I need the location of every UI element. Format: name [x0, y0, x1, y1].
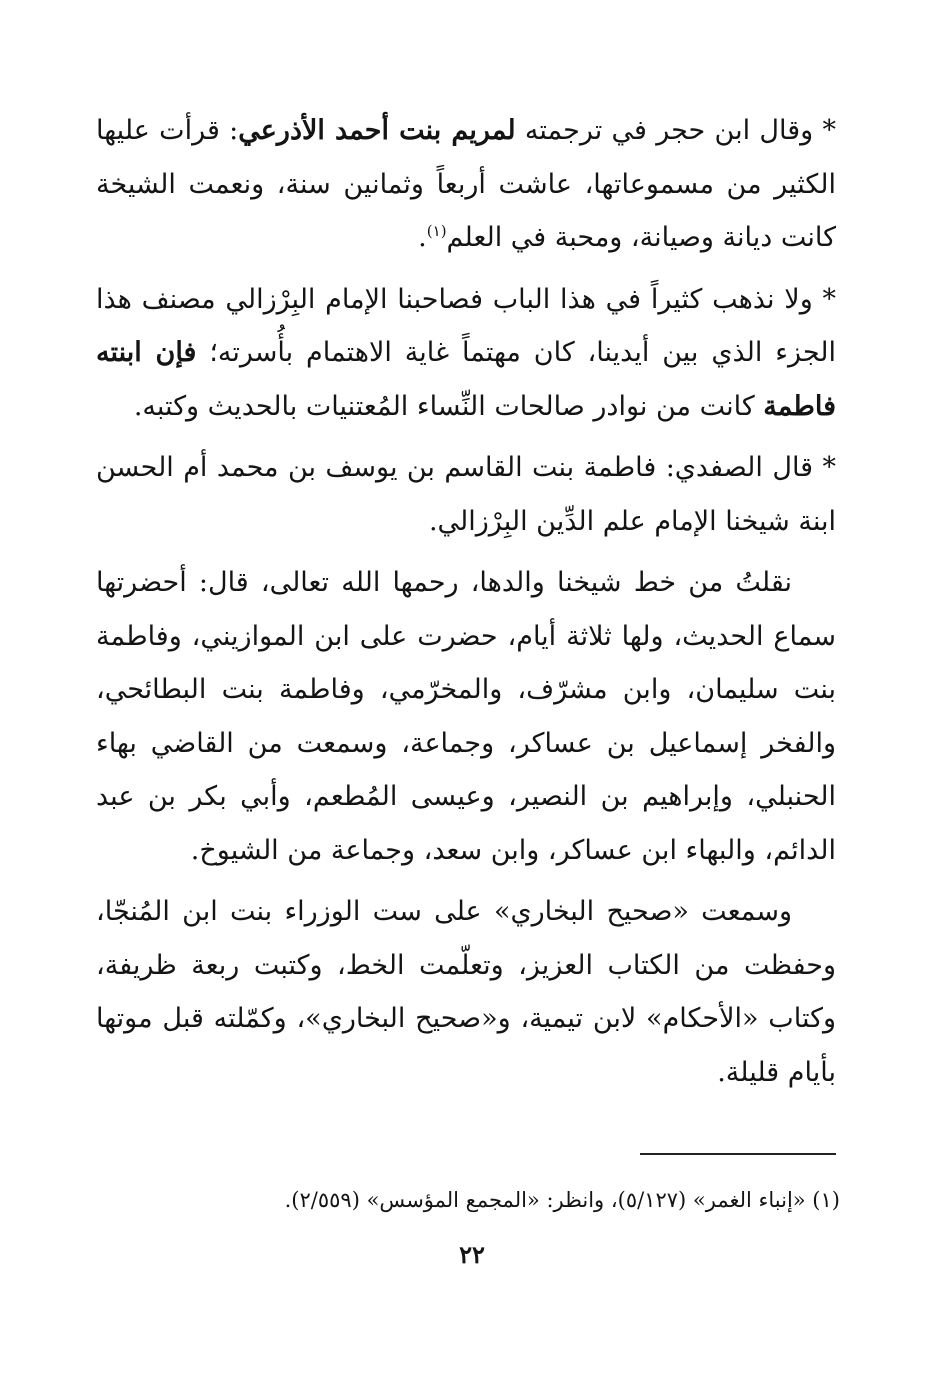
- paragraph-text: * قال الصفدي: فاطمة بنت القاسم بن يوسف بن محمد أم الحسن ابنة شيخنا الإمام علم الدِّين البِرْزالي.: [96, 452, 836, 537]
- page-body: [96, 104, 836, 1099]
- footnote-divider: [640, 1153, 836, 1155]
- paragraph-text: * ولا نذهب كثيراً في هذا الباب فصاحبنا الإمام البِرْزالي مصنف هذا الجزء الذي بين أيدينا، كان مهتماً غاية الاهتمام بأُسرته؛: [96, 283, 836, 368]
- paragraph-birzali-family: [96, 273, 836, 434]
- footnote-reference[interactable]: (١): [426, 222, 447, 240]
- paragraph-transmission: [96, 556, 836, 877]
- paragraph-ibn-hajar: [96, 104, 836, 265]
- paragraph-text: وقال ابن حجر في ترجمته: [515, 115, 823, 146]
- paragraph-text: كانت من نوادر صالحات النِّساء المُعتنيات بالحديث وكتبه.: [133, 390, 764, 422]
- paragraph-safadi: [96, 441, 836, 548]
- bold-name: لمريم بنت أحمد الأذرعي: [238, 115, 516, 146]
- bold-name: فإن ابنته فاطمة: [96, 337, 836, 422]
- page-number: ٢٢: [459, 1240, 485, 1269]
- paragraph-text: .: [418, 222, 427, 253]
- footnote: (١) «إنباء الغمر» (٥/١٢٧)، وانظر: «المجمع المؤسس» (٢/٥٥٩).: [284, 1188, 840, 1212]
- paragraph-text: : قرأت عليها الكثير من مسموعاتها، عاشت أربعاً وثمانين سنة، ونعمت الشيخة كانت ديانة وصيانة، ومحبة في العلم: [96, 115, 836, 253]
- paragraph-text: نقلتُ من خط شيخنا والدها، رحمها الله تعالى، قال: أحضرتها سماع الحديث، ولها ثلاثة أيام، حضرت على ابن الموازيني، وفاطمة بنت سليمان، وابن مشرّف، والمخرّمي، وفاطمة بنت البطائحي، والفخر إسماعيل بن عساكر، وجماعة، وسمعت من القاضي بهاء الحنبلي، وإبراهيم بن النصير، وعيسى المُطعم، وأبي بكر بن عبد الدائم، والبهاء ابن عساكر، وابن سعد، وجماعة من الشيوخ.: [96, 567, 836, 866]
- paragraph-text: وسمعت «صحيح البخاري» على ست الوزراء بنت ابن المُنجّا، وحفظت من الكتاب العزيز، وتعلّمت الخط، وكتبت ربعة ظريفة، وكتاب «الأحكام» لابن تيمية، و«صحيح البخاري»، وكمّلته قبل موتها بأيام قليلة.: [96, 896, 836, 1088]
- paragraph-sahih-bukhari: [96, 885, 836, 1099]
- asterisk-marker: *: [822, 115, 836, 146]
